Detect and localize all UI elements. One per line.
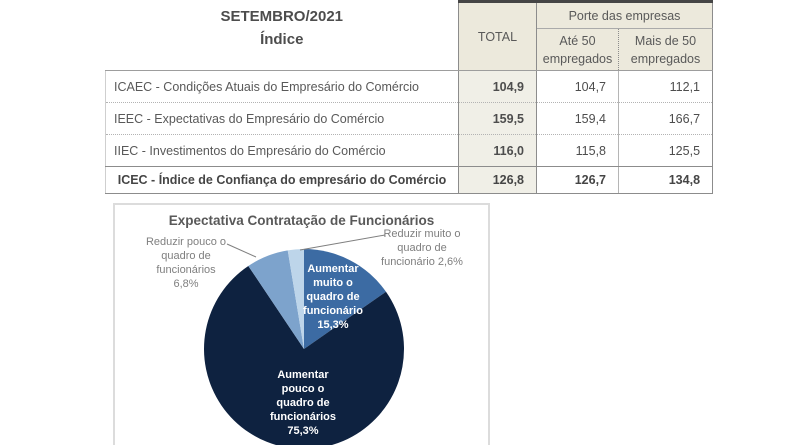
- column-header-total: TOTAL: [459, 2, 537, 71]
- chart-title: Expectativa Contratação de Funcionários: [168, 213, 435, 228]
- row-total: 159,5: [459, 103, 537, 135]
- table-row-iiec: [106, 135, 713, 167]
- period-title: SETEMBRO/2021: [220, 7, 344, 25]
- pie-label-reduzir-muito: Reduzir muito o quadro de funcionário 2,6%: [381, 228, 463, 268]
- table-row-ieec: [106, 103, 713, 135]
- leader-line-reduzir-pouco: [227, 244, 256, 257]
- pie-label-aumentar-pouco: Aumentar pouco o quadro de funcionários 75,3%: [269, 369, 336, 437]
- row-total: 126,8: [459, 167, 537, 194]
- hiring-expectation-chart: [113, 203, 490, 445]
- pie-label-reduzir-pouco: Reduzir pouco o quadro de funcionários 6,8%: [145, 236, 227, 290]
- row-mais50: 125,5: [619, 135, 713, 167]
- row-label: IIEC - Investimentos do Empresário do Comércio: [106, 135, 459, 167]
- row-ate50: 104,7: [537, 71, 619, 103]
- row-mais50: 166,7: [619, 103, 713, 135]
- row-ate50: 159,4: [537, 103, 619, 135]
- column-group-header: Porte das empresas: [537, 2, 713, 29]
- leader-line-reduzir-muito: [300, 235, 385, 250]
- period-subtitle: Índice: [260, 30, 304, 48]
- period-header: [106, 2, 459, 71]
- row-total: 116,0: [459, 135, 537, 167]
- row-mais50: 134,8: [619, 167, 713, 194]
- row-ate50: 126,7: [537, 167, 619, 194]
- column-header-mais50: Mais de 50 empregados: [619, 29, 713, 71]
- table-row-icec: [106, 167, 713, 194]
- indices-table: [105, 0, 713, 194]
- row-label: ICAEC - Condições Atuais do Empresário do Comércio: [106, 71, 459, 103]
- row-label: IEEC - Expectativas do Empresário do Comércio: [106, 103, 459, 135]
- pie-label-aumentar-muito: Aumentar muito o quadro de funcionário 15,3%: [303, 263, 363, 331]
- column-header-ate50: Até 50 empregados: [537, 29, 619, 71]
- row-ate50: 115,8: [537, 135, 619, 167]
- row-total: 104,9: [459, 71, 537, 103]
- table-row-icaec: [106, 71, 713, 103]
- row-mais50: 112,1: [619, 71, 713, 103]
- row-label: ICEC - Índice de Confiança do empresário do Comércio: [106, 167, 459, 194]
